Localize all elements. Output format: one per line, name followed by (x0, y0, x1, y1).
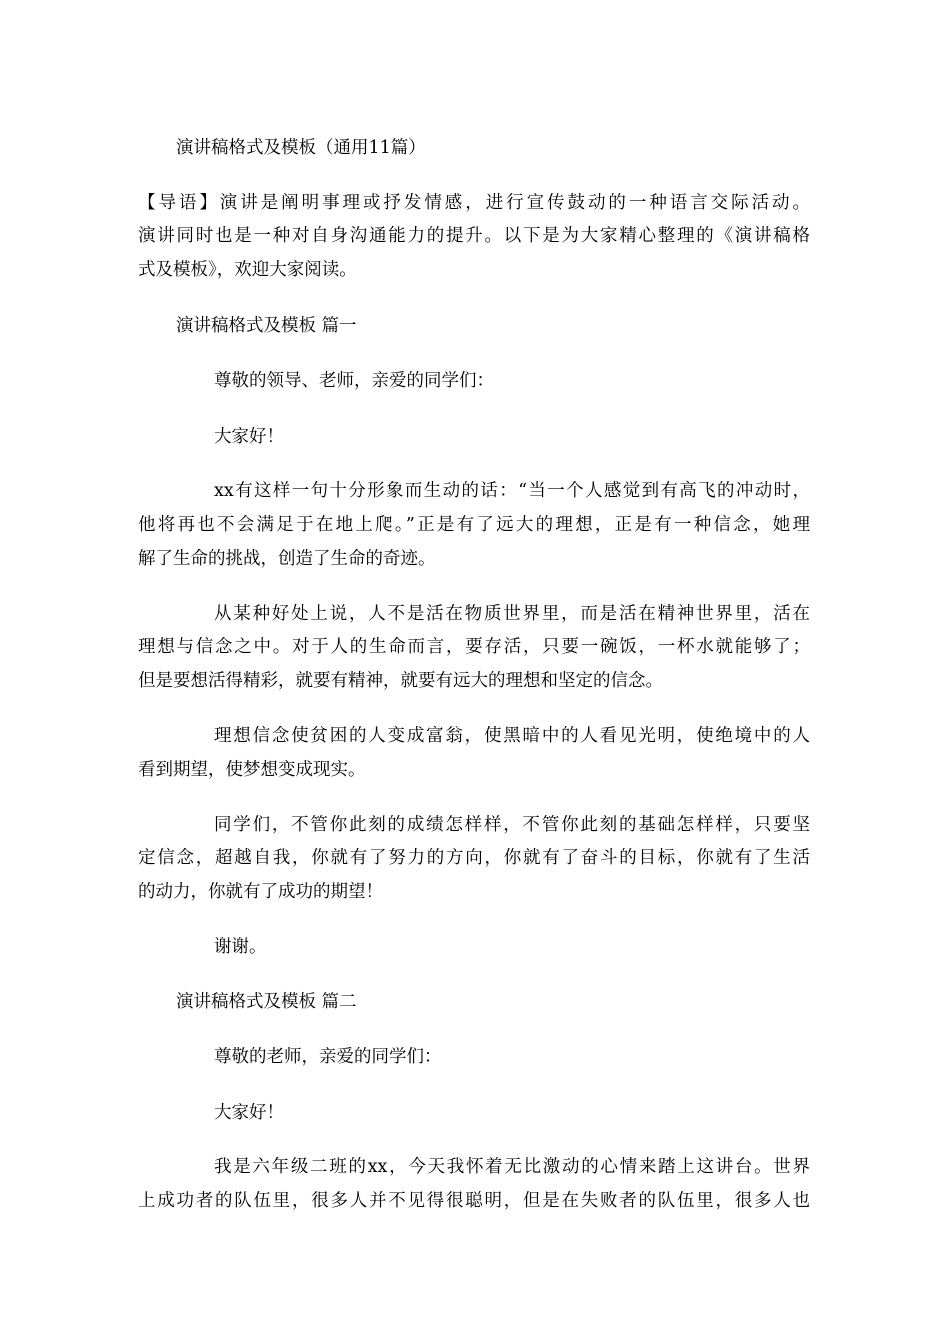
salutation: 尊敬的老师，亲爱的同学们： (214, 1047, 442, 1067)
intro-line: 【导语】演讲是阐明事理或抒发情感，进行宣传鼓动的一种语言交际活动。 (138, 193, 810, 213)
paragraph-line: 解了生命的挑战，创造了生命的奇迹。 (138, 549, 436, 569)
paragraph-line: 我是六年级二班的xx，今天我怀着无比激动的心情来踏上这讲台。世界 (214, 1157, 810, 1177)
paragraph-line: 的动力，你就有了成功的期望！ (138, 882, 383, 902)
paragraph-line: 看到期望，使梦想变成现实。 (138, 760, 366, 780)
intro-line: 演讲同时也是一种对自身沟通能力的提升。以下是为大家精心整理的《演讲稿格 (138, 226, 810, 246)
paragraph-line: 从某种好处上说，人不是活在物质世界里，而是活在精神世界里，活在 (214, 604, 810, 624)
document-title: 演讲稿格式及模板（通用11篇） (176, 138, 426, 158)
paragraph-line: xx有这样一句十分形象而生动的话：“当一个人感觉到有高飞的冲动时， (214, 481, 810, 501)
section-heading: 演讲稿格式及模板 篇二 (176, 992, 357, 1012)
paragraph-line: 定信念，超越自我，你就有了努力的方向，你就有了奋斗的目标，你就有了生活 (138, 848, 810, 868)
greeting: 大家好！ (214, 427, 284, 447)
paragraph-line: 理想信念使贫困的人变成富翁，使黑暗中的人看见光明，使绝境中的人 (214, 726, 810, 746)
paragraph-line: 理想与信念之中。对于人的生命而言，要存活，只要一碗饭，一杯水就能够了； (138, 637, 810, 657)
paragraph-line: 但是要想活得精彩，就要有精神，就要有远大的理想和坚定的信念。 (138, 671, 663, 691)
section-heading: 演讲稿格式及模板 篇一 (176, 316, 357, 336)
closing: 谢谢。 (214, 937, 267, 957)
paragraph-line: 上成功者的队伍里，很多人并不见得很聪明，但是在失败者的队伍里，很多人也 (138, 1191, 810, 1211)
salutation: 尊敬的领导、老师，亲爱的同学们： (214, 371, 494, 391)
paragraph-line: 他将再也不会满足于在地上爬。”正是有了远大的理想，正是有一种信念，她理 (138, 515, 810, 535)
intro-line: 式及模板》，欢迎大家阅读。 (138, 260, 357, 280)
paragraph-line: 同学们，不管你此刻的成绩怎样样，不管你此刻的基础怎样样，只要坚 (214, 815, 810, 835)
greeting: 大家好！ (214, 1103, 284, 1123)
